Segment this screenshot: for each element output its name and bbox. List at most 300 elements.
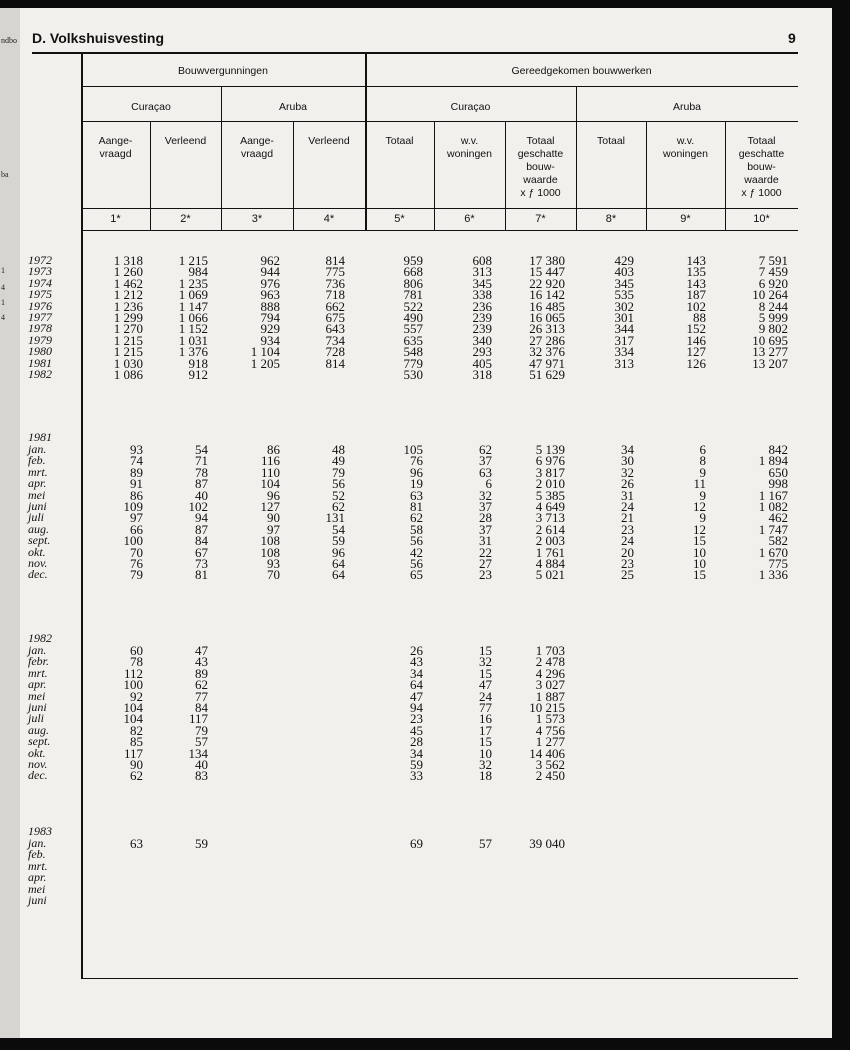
row-label: jan.: [28, 643, 47, 657]
table-cell: 104: [123, 711, 143, 727]
table-cell: 3 562: [535, 757, 565, 772]
table-cell: 77: [479, 700, 492, 715]
table-cell: 1 235: [178, 275, 208, 291]
table-cell: 96: [410, 464, 423, 480]
table-cell: 662: [325, 298, 345, 314]
table-cell: 963: [260, 287, 280, 303]
table-cell: 57: [195, 734, 208, 750]
table-cell: 1 887: [535, 688, 565, 704]
table-cell: 109: [123, 499, 143, 514]
row-label: mei: [28, 487, 46, 502]
table-cell: 1 761: [535, 544, 565, 560]
table-cell: 814: [325, 355, 345, 371]
table-cell: 548: [403, 344, 423, 360]
table-cell: 7 591: [758, 253, 788, 268]
table-cell: 102: [686, 298, 706, 314]
table-cell: 81: [195, 567, 208, 583]
table-cell: 9: [699, 510, 706, 526]
group-header-completed: Gereedgekomen bouwwerken: [511, 65, 652, 77]
table-cell: 12: [693, 499, 706, 514]
table-cell: 26: [410, 643, 423, 658]
table-cell: 3 817: [535, 464, 565, 480]
table-cell: 90: [130, 757, 143, 772]
table-cell: 4 296: [535, 665, 565, 681]
table-cell: 5 999: [758, 310, 788, 325]
table-cell: 10: [479, 745, 492, 761]
table-cell: 47 971: [529, 355, 565, 371]
table-cell: 20: [621, 544, 634, 560]
table-cell: 78: [195, 464, 208, 480]
header-rule-1: [81, 86, 798, 87]
table-cell: 2 010: [535, 476, 565, 492]
row-label: feb.: [28, 453, 46, 468]
table-cell: 736: [325, 275, 345, 291]
table-cell: 64: [410, 677, 423, 693]
table-cell: 1 215: [113, 332, 143, 348]
table-cell: 22: [479, 544, 492, 560]
table-cell: 6 976: [535, 453, 565, 469]
table-cell: 944: [260, 264, 280, 280]
table-cell: 64: [332, 556, 345, 571]
table-cell: 28: [479, 510, 492, 526]
document-page: [20, 8, 832, 1038]
table-cell: 57: [479, 836, 492, 851]
table-cell: 60: [130, 643, 143, 658]
column-header: Totaal: [385, 135, 414, 147]
table-cell: 62: [130, 768, 143, 784]
table-cell: 3 027: [535, 677, 565, 693]
table-cell: 70: [130, 544, 143, 560]
table-cell: 64: [332, 567, 345, 583]
table-cell: 779: [403, 355, 423, 371]
table-cell: 1 260: [113, 264, 143, 280]
table-cell: 15: [693, 567, 706, 583]
row-label: mei: [28, 881, 46, 896]
table-cell: 405: [472, 355, 492, 371]
table-cell: 16: [479, 711, 492, 727]
row-label: dec.: [28, 768, 48, 783]
table-cell: 48: [332, 442, 345, 457]
row-label: juli: [28, 510, 45, 525]
table-cell: 976: [260, 275, 280, 291]
table-cell: 22 920: [529, 275, 565, 291]
table-cell: 108: [260, 544, 280, 560]
table-cell: 102: [188, 499, 208, 514]
table-cell: 26 313: [529, 321, 565, 337]
table-cell: 5 021: [535, 567, 565, 583]
table-cell: 338: [472, 287, 492, 303]
table-cell: 76: [130, 556, 143, 571]
table-cell: 26: [621, 476, 634, 492]
sub-header-curacao: Curaçao: [131, 101, 171, 113]
table-cell: 58: [410, 521, 423, 537]
table-cell: 15 447: [529, 264, 565, 280]
table-cell: 929: [260, 321, 280, 337]
table-cell: 70: [267, 567, 280, 583]
table-cell: 317: [614, 332, 634, 348]
sub-header-aruba: Aruba: [278, 101, 308, 113]
column-number: 6*: [464, 213, 475, 225]
table-cell: 32: [479, 654, 492, 670]
table-cell: 1 082: [758, 499, 788, 514]
table-cell: 998: [768, 476, 788, 492]
table-cell: 34: [410, 745, 423, 761]
sub-header-curacao: Curaçao: [450, 101, 491, 113]
column-number: 4*: [323, 213, 335, 225]
table-cell: 9 802: [758, 321, 788, 337]
row-label: 1981: [28, 355, 52, 370]
table-cell: 345: [614, 275, 634, 291]
table-cell: 643: [325, 321, 345, 337]
column-header: Totaal geschatte bouw- waarde x ƒ 1000: [738, 135, 785, 199]
table-cell: 86: [267, 442, 280, 457]
column-header: Aange- vraagd: [98, 135, 133, 160]
table-cell: 462: [768, 510, 788, 526]
table-cell: 4 756: [535, 722, 565, 738]
table-cell: 806: [403, 275, 423, 291]
margin-fragment: 4: [1, 313, 5, 322]
table-cell: 1 894: [758, 453, 788, 469]
table-cell: 1 462: [113, 275, 143, 291]
table-cell: 117: [123, 745, 143, 761]
column-header: Verleend: [308, 135, 350, 147]
table-cell: 32: [621, 464, 634, 480]
table-cell: 1 277: [535, 734, 565, 750]
row-label: mei: [28, 688, 46, 703]
table-cell: 34: [410, 665, 423, 681]
table-cell: 32: [479, 757, 492, 772]
row-label: 1978: [28, 321, 52, 336]
column-number: 3*: [251, 213, 263, 225]
table-cell: 1 069: [178, 287, 208, 303]
table-cell: 93: [267, 556, 280, 571]
table-cell: 104: [260, 476, 280, 492]
table-cell: 1 215: [178, 253, 208, 268]
column-header: Aange- vraagd: [240, 135, 274, 160]
table-cell: 1 318: [113, 253, 143, 268]
row-label: nov.: [28, 757, 48, 771]
row-label: feb.: [28, 847, 46, 862]
table-cell: 16 142: [529, 287, 565, 303]
table-cell: 76: [410, 453, 423, 469]
table-cell: 6: [699, 442, 706, 457]
table-cell: 734: [325, 332, 345, 348]
left-page-strip: [0, 8, 21, 1038]
table-cell: 108: [260, 533, 280, 549]
row-label: febr.: [28, 654, 49, 669]
table-cell: 89: [195, 665, 208, 681]
table-cell: 23: [621, 521, 634, 537]
table-cell: 87: [195, 521, 208, 537]
header-rule-2: [81, 121, 798, 122]
table-cell: 24: [621, 499, 634, 514]
header-rule-3: [81, 208, 798, 209]
table-cell: 28: [410, 734, 423, 750]
table-cell: 52: [332, 487, 345, 503]
table-cell: 236: [472, 298, 492, 314]
table-cell: 313: [614, 355, 634, 371]
table-cell: 116: [260, 453, 280, 469]
table-cell: 781: [403, 287, 423, 303]
table-cell: 79: [195, 722, 208, 738]
row-label: 1975: [28, 287, 52, 302]
table-cell: 24: [621, 533, 634, 549]
table-cell: 37: [479, 499, 492, 514]
table-cell: 2 478: [535, 654, 565, 670]
table-cell: 47: [410, 688, 423, 704]
table-cell: 12: [693, 521, 706, 537]
block-year-heading: 1983: [28, 824, 52, 838]
table-cell: 1 376: [178, 344, 208, 360]
table-cell: 100: [123, 533, 143, 549]
table-cell: 37: [479, 521, 492, 537]
table-cell: 187: [686, 287, 706, 303]
table-cell: 668: [403, 264, 423, 280]
table-cell: 13 277: [752, 344, 788, 360]
table-cell: 334: [614, 344, 634, 360]
row-label: apr.: [28, 476, 47, 491]
table-cell: 59: [195, 836, 208, 851]
table-cell: 522: [403, 298, 423, 314]
table-cell: 65: [410, 567, 423, 583]
table-cell: 90: [267, 510, 280, 526]
table-cell: 650: [768, 464, 788, 480]
table-cell: 429: [614, 253, 634, 268]
table-cell: 21: [621, 510, 634, 526]
table-cell: 490: [403, 310, 423, 325]
table-cell: 104: [123, 700, 143, 715]
block-year-heading: 1982: [28, 631, 52, 645]
table-cell: 88: [693, 310, 706, 325]
sub-header-aruba: Aruba: [672, 101, 702, 113]
row-label: aug.: [28, 722, 49, 737]
table-cell: 775: [768, 556, 788, 571]
row-label: sept.: [28, 533, 51, 548]
table-cell: 62: [332, 499, 345, 514]
table-cell: 959: [403, 253, 423, 268]
table-cell: 117: [188, 711, 208, 727]
row-label: juni: [28, 893, 47, 907]
table-cell: 49: [332, 453, 345, 469]
table-cell: 239: [472, 321, 492, 337]
table-cell: 9: [699, 487, 706, 503]
table-cell: 39 040: [529, 836, 565, 851]
section-title: D. Volkshuisvesting: [32, 30, 164, 46]
table-cell: 67: [195, 544, 208, 560]
table-cell: 19: [410, 476, 423, 492]
table-cell: 85: [130, 734, 143, 750]
table-cell: 134: [188, 745, 208, 761]
table-cell: 84: [195, 533, 208, 549]
table-cell: 59: [410, 757, 423, 772]
margin-fragment: 1: [1, 266, 5, 275]
table-cell: 84: [195, 700, 208, 715]
table-cell: 43: [195, 654, 208, 670]
table-cell: 3 713: [535, 510, 565, 526]
table-cell: 675: [325, 310, 345, 325]
table-cell: 91: [130, 476, 143, 492]
top-rule: [32, 52, 798, 54]
column-header: Verleend: [164, 135, 207, 147]
table-cell: 47: [479, 677, 492, 693]
table-cell: 1 030: [113, 355, 143, 371]
row-label: aug.: [28, 521, 49, 536]
table-cell: 17: [479, 722, 492, 738]
row-label: jan.: [28, 442, 47, 456]
table-cell: 79: [130, 567, 143, 583]
table-cell: 23: [410, 711, 423, 727]
table-cell: 32: [479, 487, 492, 503]
row-label: jan.: [28, 836, 47, 850]
table-cell: 77: [195, 688, 208, 704]
table-cell: 608: [472, 253, 492, 268]
table-cell: 557: [403, 321, 423, 337]
table-cell: 15: [479, 665, 492, 681]
table-cell: 318: [472, 367, 492, 382]
table-cell: 24: [479, 688, 492, 704]
table-cell: 94: [410, 700, 423, 715]
table-cell: 1 104: [250, 344, 280, 360]
table-cell: 51 629: [529, 367, 565, 382]
table-cell: 2 614: [535, 521, 565, 537]
row-label: 1974: [28, 275, 52, 290]
table-bottom-rule: [81, 978, 798, 979]
table-cell: 97: [267, 521, 280, 537]
table-cell: 56: [410, 533, 423, 549]
margin-fragment: ba: [1, 170, 9, 179]
table-cell: 1 299: [113, 310, 143, 325]
table-cell: 15: [479, 734, 492, 750]
table-cell: 794: [260, 310, 280, 325]
table-cell: 63: [130, 836, 143, 851]
table-cell: 934: [260, 332, 280, 348]
table-cell: 1 215: [113, 344, 143, 360]
table-cell: 63: [479, 464, 492, 480]
column-number: 5*: [394, 213, 405, 225]
table-cell: 15: [693, 533, 706, 549]
table-cell: 1 703: [535, 643, 565, 658]
table-cell: 34: [621, 442, 634, 457]
table-cell: 1 336: [758, 567, 788, 583]
table-cell: 912: [188, 367, 208, 382]
table-cell: 131: [325, 510, 345, 526]
table-cell: 301: [614, 310, 634, 325]
table-cell: 16 485: [529, 298, 565, 314]
table-cell: 14 406: [529, 745, 565, 761]
table-cell: 1 236: [113, 298, 143, 314]
table-cell: 92: [130, 688, 143, 704]
column-number: 7*: [535, 213, 546, 225]
table-cell: 146: [686, 332, 706, 348]
row-label: 1977: [28, 310, 52, 324]
table-cell: 135: [686, 264, 706, 280]
table-cell: 535: [614, 287, 634, 303]
row-label: 1972: [28, 253, 52, 267]
table-cell: 59: [332, 533, 345, 549]
table-cell: 4 884: [535, 556, 565, 571]
table-cell: 97: [130, 510, 143, 526]
table-cell: 1 270: [113, 321, 143, 337]
table-cell: 63: [410, 487, 423, 503]
table-cell: 10: [693, 556, 706, 571]
table-cell: 93: [130, 442, 143, 457]
column-number: 2*: [180, 213, 191, 225]
table-cell: 7 459: [758, 264, 788, 280]
row-label: okt.: [28, 544, 46, 559]
table-cell: 74: [130, 453, 143, 469]
table-cell: 66: [130, 521, 143, 537]
table-cell: 69: [410, 836, 423, 851]
table-cell: 82: [130, 722, 143, 738]
table-cell: 17 380: [529, 253, 565, 268]
table-cell: 31: [479, 533, 492, 549]
row-label: juli: [28, 711, 45, 726]
table-cell: 56: [410, 556, 423, 571]
table-cell: 1 205: [250, 355, 280, 371]
table-cell: 16 065: [529, 310, 565, 325]
table-cell: 888: [260, 298, 280, 314]
table-cell: 54: [195, 442, 208, 457]
table-cell: 31: [621, 487, 634, 503]
table-cell: 728: [325, 344, 345, 360]
table-cell: 89: [130, 464, 143, 480]
row-label: mrt.: [28, 464, 48, 479]
table-cell: 105: [403, 442, 423, 457]
row-label: 1982: [28, 367, 52, 381]
margin-fragment: ndbo: [1, 36, 17, 45]
table-cell: 100: [123, 677, 143, 693]
table-cell: 143: [686, 253, 706, 268]
row-label: okt.: [28, 745, 46, 760]
table-cell: 530: [403, 367, 423, 382]
header-rule-4: [81, 230, 798, 231]
table-cell: 37: [479, 453, 492, 469]
table-cell: 582: [768, 533, 788, 549]
column-header: Totaal: [596, 135, 626, 147]
table-cell: 293: [472, 344, 492, 360]
table-cell: 10 695: [752, 332, 788, 348]
table-cell: 1 066: [178, 310, 208, 325]
table-cell: 5 139: [535, 442, 565, 457]
table-cell: 718: [325, 287, 345, 303]
table-cell: 814: [325, 253, 345, 268]
table-cell: 30: [621, 453, 634, 469]
table-cell: 40: [195, 487, 208, 503]
table-cell: 1 167: [758, 487, 788, 503]
group-header-permits: Bouwvergunningen: [178, 65, 268, 77]
column-number: 9*: [680, 213, 691, 225]
row-label: 1979: [28, 332, 52, 347]
table-cell: 96: [332, 544, 345, 560]
table-cell: 96: [267, 487, 280, 503]
table-cell: 127: [686, 344, 706, 360]
row-label: 1976: [28, 298, 52, 313]
table-cell: 110: [260, 464, 280, 480]
table-cell: 143: [686, 275, 706, 291]
column-header: w.v. woningen: [447, 135, 492, 160]
row-label: dec.: [28, 567, 48, 582]
table-cell: 11: [693, 476, 706, 492]
row-label: mrt.: [28, 665, 48, 680]
table-cell: 23: [479, 567, 492, 583]
table-cell: 86: [130, 487, 143, 503]
row-label: juni: [28, 499, 47, 513]
table-cell: 87: [195, 476, 208, 492]
row-label: juni: [28, 700, 47, 714]
table-cell: 78: [130, 654, 143, 670]
table-cell: 4 649: [535, 499, 565, 514]
table-cell: 71: [195, 453, 208, 469]
